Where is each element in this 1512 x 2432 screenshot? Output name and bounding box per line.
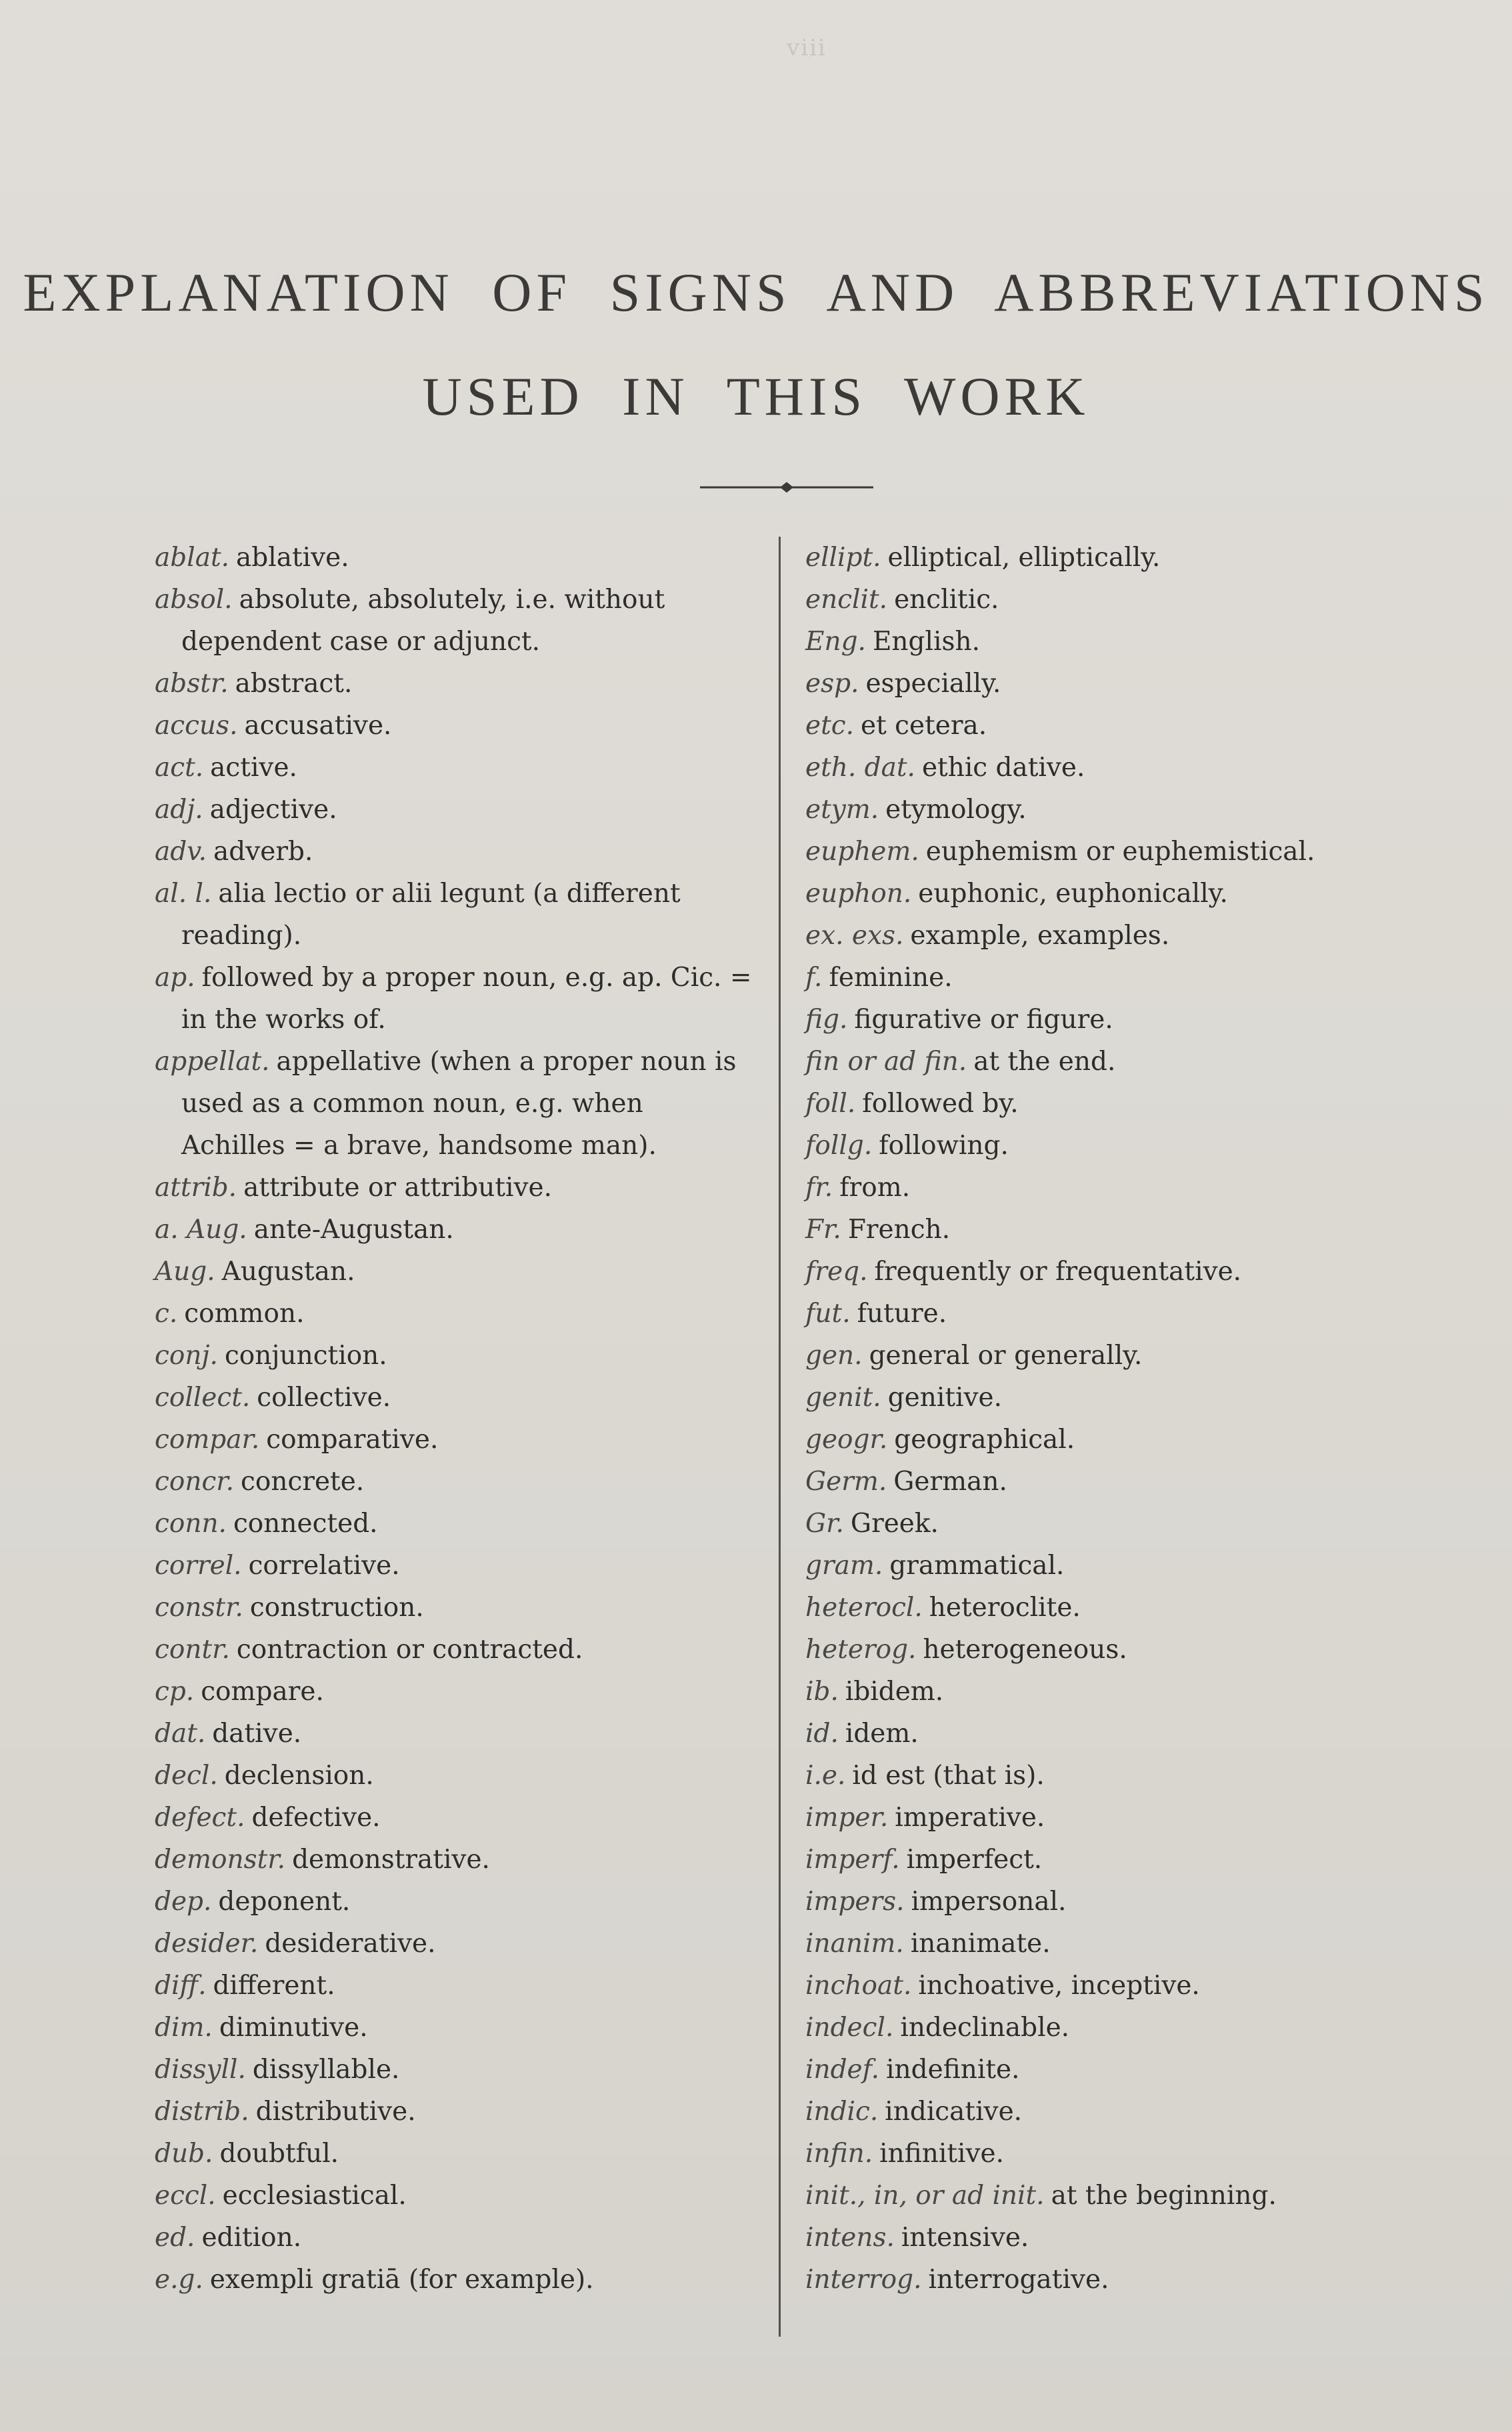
abbreviation-definition: followed by. [862, 1089, 1019, 1119]
abbreviation-term: indef. [805, 2055, 880, 2085]
abbreviation-term: c. [155, 1299, 178, 1329]
abbreviation-definition: imperative. [895, 1803, 1045, 1833]
abbreviation-term: fr. [805, 1173, 833, 1203]
abbreviation-definition: adverb. [213, 837, 313, 867]
abbreviation-term: compar. [155, 1425, 260, 1455]
abbreviation-entry [155, 1503, 755, 1545]
abbreviation-definition: euphonic, euphonically. [918, 879, 1228, 909]
abbreviation-definition: indicative. [885, 2097, 1023, 2127]
abbreviation-definition: common. [184, 1299, 305, 1329]
abbreviation-term: fin or ad fin. [805, 1047, 967, 1077]
abbreviation-entry [155, 1209, 755, 1251]
abbreviation-term: Gr. [805, 1509, 844, 1539]
abbreviation-entry [155, 789, 755, 831]
abbreviation-definition: impersonal. [911, 1887, 1067, 1917]
abbreviation-definition: geographical. [894, 1425, 1075, 1455]
abbreviation-entry [805, 915, 1445, 957]
page-number: viii [787, 35, 827, 61]
abbreviation-term: accus. [155, 711, 238, 741]
abbreviation-entry [155, 1755, 755, 1797]
abbreviation-definition: id est (that is). [852, 1761, 1045, 1791]
abbreviation-definition: inchoative, inceptive. [918, 1971, 1200, 2001]
abbreviation-term: imper. [805, 1803, 889, 1833]
abbreviation-entry [805, 663, 1445, 705]
abbreviation-entry [155, 1335, 755, 1377]
abbreviation-entry [805, 705, 1445, 747]
abbreviation-term: constr. [155, 1593, 243, 1623]
abbreviation-definition: followed by a proper noun, e.g. ap. Cic. = in the works of. [181, 963, 752, 1035]
left-column [155, 537, 755, 2301]
abbreviation-entry [805, 1755, 1445, 1797]
abbreviation-term: esp. [805, 669, 859, 699]
abbreviation-entry [155, 2133, 755, 2175]
abbreviation-term: dep. [155, 1887, 212, 1917]
abbreviation-term: Aug. [155, 1257, 215, 1287]
abbreviation-term: intens. [805, 2223, 895, 2253]
abbreviation-definition: ecclesiastical. [222, 2181, 407, 2211]
abbreviation-term: foll. [805, 1089, 856, 1119]
abbreviation-entry [805, 789, 1445, 831]
abbreviation-entry [155, 2091, 755, 2133]
abbreviation-definition: compare. [201, 1677, 324, 1707]
abbreviation-term: ex. exs. [805, 921, 904, 951]
abbreviation-definition: desiderative. [265, 1929, 436, 1959]
abbreviation-definition: idem. [845, 1719, 919, 1749]
abbreviation-term: dissyll. [155, 2055, 246, 2085]
abbreviation-definition: edition. [201, 2223, 302, 2253]
abbreviation-definition: Augustan. [221, 1257, 355, 1287]
abbreviation-term: cp. [155, 1677, 195, 1707]
abbreviation-entry [805, 1503, 1445, 1545]
abbreviation-entry [155, 1629, 755, 1671]
abbreviation-definition: general or generally. [869, 1341, 1143, 1371]
abbreviation-term: impers. [805, 1887, 905, 1917]
abbreviation-term: inchoat. [805, 1971, 912, 2001]
abbreviation-term: collect. [155, 1383, 251, 1413]
abbreviation-entry [155, 1545, 755, 1587]
abbreviation-term: ap. [155, 963, 195, 993]
abbreviation-term: a. Aug. [155, 1215, 247, 1245]
abbreviation-definition: heterogeneous. [923, 1635, 1127, 1665]
abbreviation-term: conn. [155, 1509, 227, 1539]
abbreviation-entry [155, 1377, 755, 1419]
abbreviation-term: enclit. [805, 585, 888, 615]
abbreviation-definition: German. [893, 1467, 1007, 1497]
abbreviation-entry [155, 1881, 755, 1923]
abbreviation-term: genit. [805, 1383, 881, 1413]
abbreviation-term: fig. [805, 1005, 848, 1035]
abbreviation-term: f. [805, 963, 823, 993]
abbreviation-term: e.g. [155, 2265, 203, 2295]
abbreviation-definition: et cetera. [861, 711, 987, 741]
abbreviation-term: gen. [805, 1341, 863, 1371]
abbreviation-entry [805, 537, 1445, 579]
abbreviation-definition: elliptical, elliptically. [887, 543, 1161, 573]
abbreviation-entry [805, 1965, 1445, 2007]
abbreviation-definition: feminine. [829, 963, 953, 993]
abbreviation-definition: ethic dative. [921, 753, 1085, 783]
abbreviation-definition: ante-Augustan. [253, 1215, 454, 1245]
abbreviation-definition: at the beginning. [1051, 2181, 1277, 2211]
abbreviation-term: euphem. [805, 837, 919, 867]
abbreviation-term: indic. [805, 2097, 879, 2127]
abbreviation-term: attrib. [155, 1173, 237, 1203]
abbreviation-term: id. [805, 1719, 839, 1749]
abbreviation-entry [805, 621, 1445, 663]
abbreviation-entry [155, 1251, 755, 1293]
abbreviation-term: correl. [155, 1551, 242, 1581]
abbreviation-definition: different. [213, 1971, 335, 2001]
abbreviation-definition: attribute or attributive. [243, 1173, 552, 1203]
abbreviation-entry [805, 873, 1445, 915]
abbreviation-term: defect. [155, 1803, 245, 1833]
abbreviation-definition: example, examples. [910, 921, 1170, 951]
abbreviation-term: follg. [805, 1131, 873, 1161]
abbreviation-definition: French. [847, 1215, 951, 1245]
abbreviation-entry [805, 1167, 1445, 1209]
abbreviation-entry [805, 1041, 1445, 1083]
abbreviation-entry [805, 1293, 1445, 1335]
abbreviation-term: concr. [155, 1467, 235, 1497]
abbreviation-term: geogr. [805, 1425, 888, 1455]
abbreviation-definition: intensive. [901, 2223, 1029, 2253]
abbreviation-entry [155, 2259, 755, 2301]
abbreviation-entry [155, 1839, 755, 1881]
abbreviation-definition: imperfect. [906, 1845, 1043, 1875]
abbreviation-entry [155, 1587, 755, 1629]
abbreviation-definition: collective. [257, 1383, 391, 1413]
abbreviation-definition: enclitic. [894, 585, 999, 615]
abbreviation-term: heterog. [805, 1635, 917, 1665]
abbreviation-entry [805, 747, 1445, 789]
abbreviation-definition: accusative. [244, 711, 392, 741]
abbreviation-entry [805, 1461, 1445, 1503]
abbreviation-term: adj. [155, 795, 203, 825]
abbreviation-entry [155, 873, 755, 957]
abbreviation-entry [155, 2007, 755, 2049]
abbreviation-entry [155, 1167, 755, 1209]
abbreviation-entry [805, 1587, 1445, 1629]
abbreviation-entry [155, 957, 755, 1041]
abbreviation-definition: dative. [212, 1719, 302, 1749]
abbreviation-term: ib. [805, 1677, 839, 1707]
abbreviation-term: heterocl. [805, 1593, 923, 1623]
abbreviation-definition: grammatical. [889, 1551, 1065, 1581]
abbreviation-term: diff. [155, 1971, 207, 2001]
abbreviation-definition: construction. [249, 1593, 424, 1623]
abbreviation-entry [155, 705, 755, 747]
abbreviation-entry [155, 579, 755, 663]
abbreviation-term: fut. [805, 1299, 851, 1329]
abbreviation-term: etc. [805, 711, 854, 741]
abbreviation-term: ellipt. [805, 543, 881, 573]
column-divider [779, 537, 781, 2337]
abbreviation-entry [155, 831, 755, 873]
abbreviation-entry [805, 1671, 1445, 1713]
abbreviation-definition: contraction or contracted. [236, 1635, 583, 1665]
abbreviation-term: init., in, or ad init. [805, 2181, 1045, 2211]
abbreviation-entry [805, 1335, 1445, 1377]
abbreviation-entry [805, 1251, 1445, 1293]
abbreviation-definition: alia lectio or alii legunt (a different reading). [181, 879, 681, 951]
abbreviation-term: eccl. [155, 2181, 216, 2211]
abbreviation-entry [155, 537, 755, 579]
abbreviation-term: absol. [155, 585, 233, 615]
abbreviation-entry [805, 1797, 1445, 1839]
abbreviation-term: distrib. [155, 2097, 249, 2127]
abbreviation-term: euphon. [805, 879, 912, 909]
abbreviation-definition: euphemism or euphemistical. [925, 837, 1315, 867]
abbreviation-definition: etymology. [885, 795, 1027, 825]
abbreviation-entry [805, 2091, 1445, 2133]
abbreviation-definition: heteroclite. [929, 1593, 1081, 1623]
abbreviation-definition: concrete. [241, 1467, 365, 1497]
abbreviation-entry [805, 2133, 1445, 2175]
abbreviation-entry [805, 1377, 1445, 1419]
ornament-rule-icon [700, 477, 873, 497]
abbreviation-definition: defective. [251, 1803, 381, 1833]
abbreviation-term: dat. [155, 1719, 206, 1749]
abbreviation-entry [805, 1923, 1445, 1965]
abbreviation-definition: future. [857, 1299, 947, 1329]
abbreviation-entry [155, 1671, 755, 1713]
abbreviation-entry [155, 2175, 755, 2217]
abbreviation-definition: comparative. [266, 1425, 439, 1455]
abbreviation-entry [805, 1209, 1445, 1251]
abbreviation-definition: genitive. [887, 1383, 1003, 1413]
abbreviation-term: decl. [155, 1761, 218, 1791]
abbreviation-definition: conjunction. [224, 1341, 387, 1371]
abbreviation-entry [805, 831, 1445, 873]
abbreviation-definition: abstract. [235, 669, 353, 699]
abbreviation-entry [805, 2007, 1445, 2049]
abbreviation-entry [805, 1629, 1445, 1671]
abbreviation-entry [155, 1461, 755, 1503]
abbreviation-definition: ibidem. [845, 1677, 944, 1707]
abbreviation-definition: inanimate. [910, 1929, 1051, 1959]
abbreviation-term: i.e. [805, 1761, 846, 1791]
abbreviation-definition: dissyllable. [252, 2055, 400, 2085]
abbreviation-definition: interrogative. [928, 2265, 1109, 2295]
abbreviation-term: act. [155, 753, 204, 783]
abbreviation-term: adv. [155, 837, 207, 867]
abbreviation-definition: correlative. [248, 1551, 400, 1581]
abbreviation-term: indecl. [805, 2013, 894, 2043]
abbreviation-term: Germ. [805, 1467, 887, 1497]
abbreviation-definition: distributive. [255, 2097, 416, 2127]
abbreviation-definition: appellative (when a proper noun is used as a common noun, e.g. when Achilles = a brave, handsome man). [181, 1047, 737, 1161]
abbreviation-term: al. l. [155, 879, 212, 909]
abbreviation-entry [805, 2217, 1445, 2259]
abbreviation-term: dub. [155, 2139, 213, 2169]
abbreviation-term: appellat. [155, 1047, 270, 1077]
abbreviation-entry [155, 1713, 755, 1755]
abbreviation-entry [805, 1083, 1445, 1125]
abbreviation-entry [805, 1881, 1445, 1923]
right-column [805, 537, 1445, 2301]
abbreviation-entry [805, 1545, 1445, 1587]
abbreviation-definition: figurative or figure. [854, 1005, 1113, 1035]
abbreviation-term: ed. [155, 2223, 195, 2253]
abbreviation-definition: infinitive. [879, 2139, 1004, 2169]
abbreviation-entry [805, 957, 1445, 999]
abbreviation-term: Fr. [805, 1215, 841, 1245]
abbreviation-definition: connected. [233, 1509, 378, 1539]
abbreviation-term: imperf. [805, 1845, 900, 1875]
page-title-line-1: EXPLANATION OF SIGNS AND ABBREVIATIONS [23, 262, 1489, 323]
abbreviation-entry [155, 1923, 755, 1965]
abbreviation-term: interrog. [805, 2265, 922, 2295]
abbreviation-definition: indefinite. [886, 2055, 1020, 2085]
abbreviation-definition: exempli gratiā (for example). [209, 2265, 594, 2295]
abbreviation-definition: declension. [224, 1761, 374, 1791]
abbreviation-entry [805, 1125, 1445, 1167]
abbreviation-entry [155, 1041, 755, 1167]
abbreviation-entry [805, 1419, 1445, 1461]
abbreviation-definition: at the end. [973, 1047, 1116, 1077]
abbreviation-term: conj. [155, 1341, 218, 1371]
abbreviation-term: freq. [805, 1257, 868, 1287]
abbreviation-definition: especially. [865, 669, 1001, 699]
abbreviation-definition: frequently or frequentative. [874, 1257, 1242, 1287]
abbreviation-entry [805, 579, 1445, 621]
abbreviation-definition: English. [872, 627, 980, 657]
abbreviation-entry [805, 1713, 1445, 1755]
abbreviation-definition: active. [210, 753, 297, 783]
abbreviation-term: eth. dat. [805, 753, 915, 783]
abbreviation-entry [805, 2049, 1445, 2091]
abbreviation-term: infin. [805, 2139, 873, 2169]
abbreviation-entry [155, 1419, 755, 1461]
abbreviation-term: ablat. [155, 543, 230, 573]
abbreviation-term: Eng. [805, 627, 866, 657]
abbreviation-term: demonstr. [155, 1845, 286, 1875]
abbreviation-term: desider. [155, 1929, 259, 1959]
abbreviation-definition: ablative. [236, 543, 349, 573]
abbreviation-definition: following. [879, 1131, 1009, 1161]
abbreviation-term: gram. [805, 1551, 883, 1581]
abbreviation-entry [155, 1797, 755, 1839]
abbreviation-definition: diminutive. [219, 2013, 368, 2043]
abbreviation-term: etym. [805, 795, 879, 825]
abbreviation-entry [155, 747, 755, 789]
abbreviation-definition: from. [839, 1173, 911, 1203]
abbreviation-term: dim. [155, 2013, 213, 2043]
abbreviation-definition: Greek. [850, 1509, 939, 1539]
abbreviation-definition: adjective. [209, 795, 337, 825]
abbreviation-term: inanim. [805, 1929, 904, 1959]
page-title-line-2: USED IN THIS WORK [422, 366, 1090, 427]
abbreviation-term: contr. [155, 1635, 230, 1665]
abbreviation-entry [155, 1965, 755, 2007]
abbreviation-definition: deponent. [218, 1887, 351, 1917]
abbreviation-entry [805, 999, 1445, 1041]
abbreviation-definition: demonstrative. [292, 1845, 490, 1875]
abbreviation-entry [805, 2259, 1445, 2301]
abbreviation-entry [155, 663, 755, 705]
abbreviation-entry [155, 2217, 755, 2259]
abbreviation-entry [155, 2049, 755, 2091]
abbreviation-term: abstr. [155, 669, 229, 699]
abbreviation-entry [805, 1839, 1445, 1881]
abbreviation-entry [155, 1293, 755, 1335]
abbreviation-entry [805, 2175, 1445, 2217]
abbreviation-definition: absolute, absolutely, i.e. without dependent case or adjunct. [181, 585, 665, 657]
abbreviation-definition: indeclinable. [900, 2013, 1070, 2043]
abbreviation-definition: doubtful. [219, 2139, 339, 2169]
